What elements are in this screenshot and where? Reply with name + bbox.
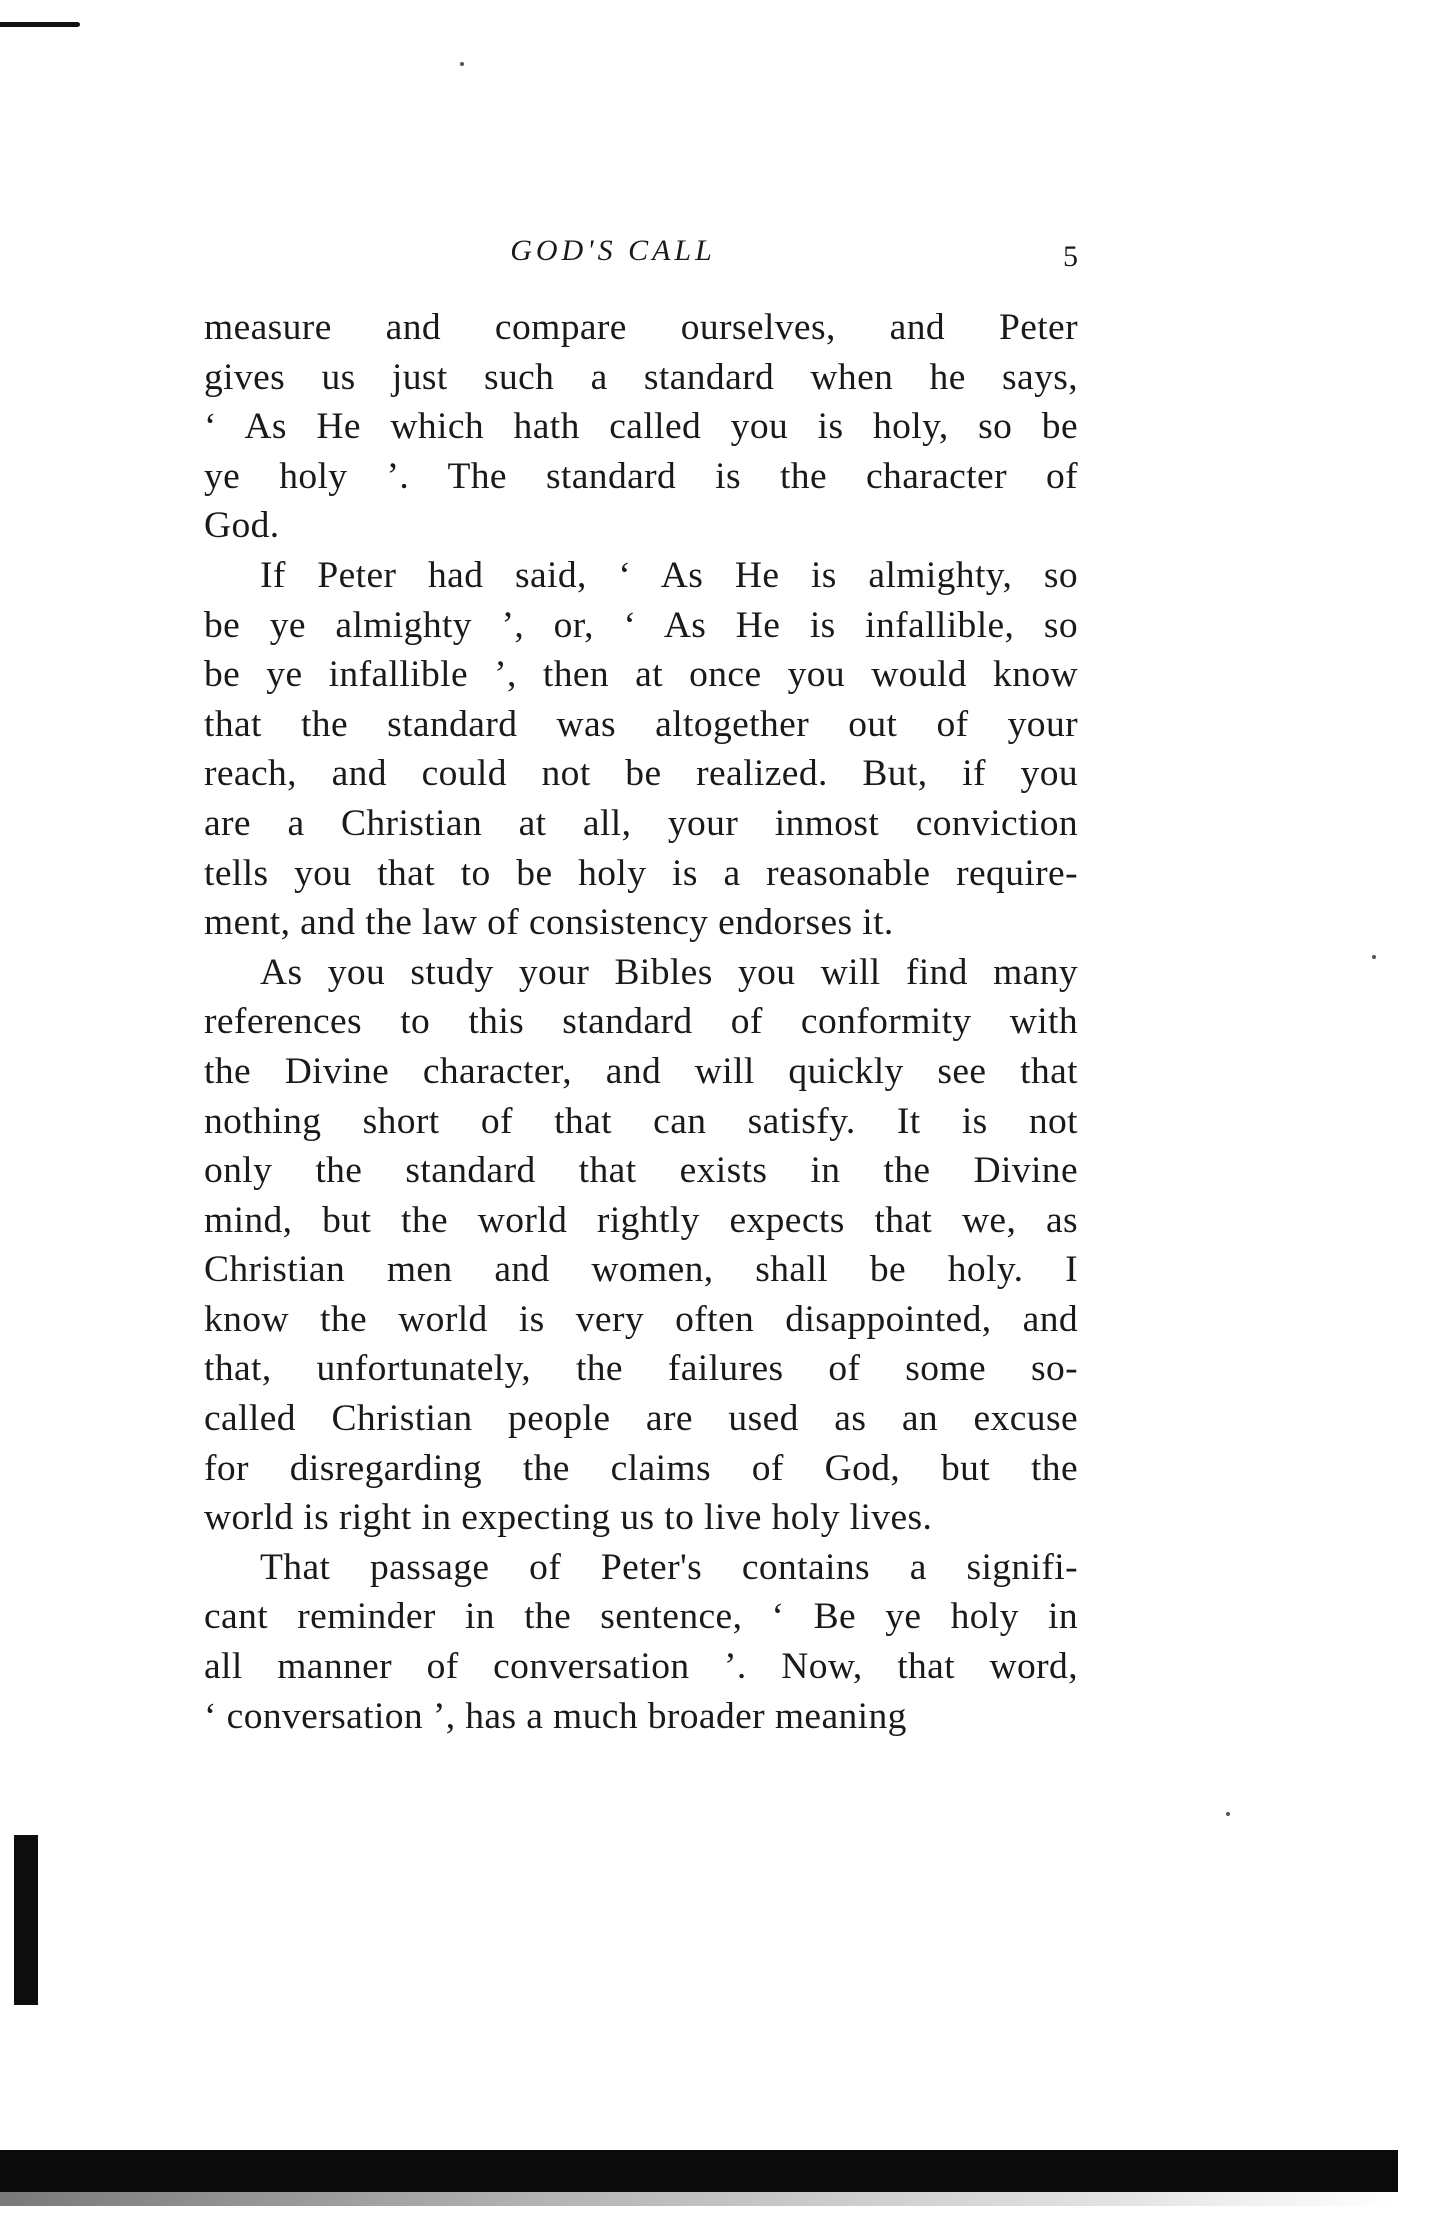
scan-artifact-left xyxy=(14,1835,38,2005)
running-head xyxy=(148,234,1078,274)
text-line: cant reminder in the sentence, ‘ Be ye holy in xyxy=(204,1596,1078,1638)
text-line: called Christian people are used as an excuse xyxy=(204,1398,1078,1440)
text-line: gives us just such a standard when he says, xyxy=(204,356,1078,398)
paragraph xyxy=(148,1543,1078,1741)
text-line: world is right in expecting us to live holy lives. xyxy=(204,1497,933,1539)
scan-speck xyxy=(1226,1812,1230,1816)
text-line: mind, but the world rightly expects that we, as xyxy=(204,1199,1078,1241)
page-number: 5 xyxy=(1063,240,1078,273)
paragraph xyxy=(148,948,1078,1543)
body-text xyxy=(148,303,1078,1741)
text-line: As you study your Bibles you will find many xyxy=(260,951,1078,993)
scan-artifact-bottom-fade xyxy=(0,2192,1398,2206)
text-line: measure and compare ourselves, and Peter xyxy=(204,307,1078,348)
text-line: ye holy ’. The standard is the character of xyxy=(204,455,1078,497)
scan-artifact-bottom-bar xyxy=(0,2150,1398,2192)
paragraph xyxy=(148,551,1078,948)
text-line: that, unfortunately, the failures of some so- xyxy=(204,1348,1078,1390)
text-line: be ye almighty ’, or, ‘ As He is infallible, so xyxy=(204,604,1078,646)
text-line: all manner of conversation ’. Now, that word, xyxy=(204,1646,1078,1688)
text-line: that the standard was altogether out of your xyxy=(204,703,1078,745)
text-line: references to this standard of conformity with xyxy=(204,1001,1078,1043)
text-line: Christian men and women, shall be holy. I xyxy=(204,1249,1078,1291)
text-line: know the world is very often disappointed, and xyxy=(204,1298,1078,1340)
text-line: ‘ conversation ’, has a much broader meaning xyxy=(204,1695,907,1737)
text-line: tells you that to be holy is a reasonable require- xyxy=(204,852,1078,894)
text-line: ment, and the law of consistency endorses it. xyxy=(204,902,894,944)
scan-artifact-top xyxy=(0,22,80,27)
text-line: reach, and could not be realized. But, if you xyxy=(204,753,1078,795)
text-line: only the standard that exists in the Divine xyxy=(204,1150,1078,1192)
text-line: That passage of Peter's contains a signifi- xyxy=(260,1546,1078,1588)
paragraph xyxy=(148,303,1078,551)
text-line: the Divine character, and will quickly see that xyxy=(204,1050,1078,1092)
scan-speck xyxy=(1372,955,1376,959)
text-line: for disregarding the claims of God, but the xyxy=(204,1447,1078,1489)
text-line: be ye infallible ’, then at once you would know xyxy=(204,654,1078,696)
text-line: ‘ As He which hath called you is holy, so be xyxy=(204,406,1078,448)
text-line: are a Christian at all, your inmost conviction xyxy=(204,802,1078,844)
text-line: nothing short of that can satisfy. It is not xyxy=(204,1100,1078,1142)
running-title: GOD'S CALL xyxy=(510,234,716,267)
scan-speck xyxy=(460,62,464,66)
text-line: God. xyxy=(204,505,280,547)
text-line: If Peter had said, ‘ As He is almighty, so xyxy=(260,554,1078,596)
